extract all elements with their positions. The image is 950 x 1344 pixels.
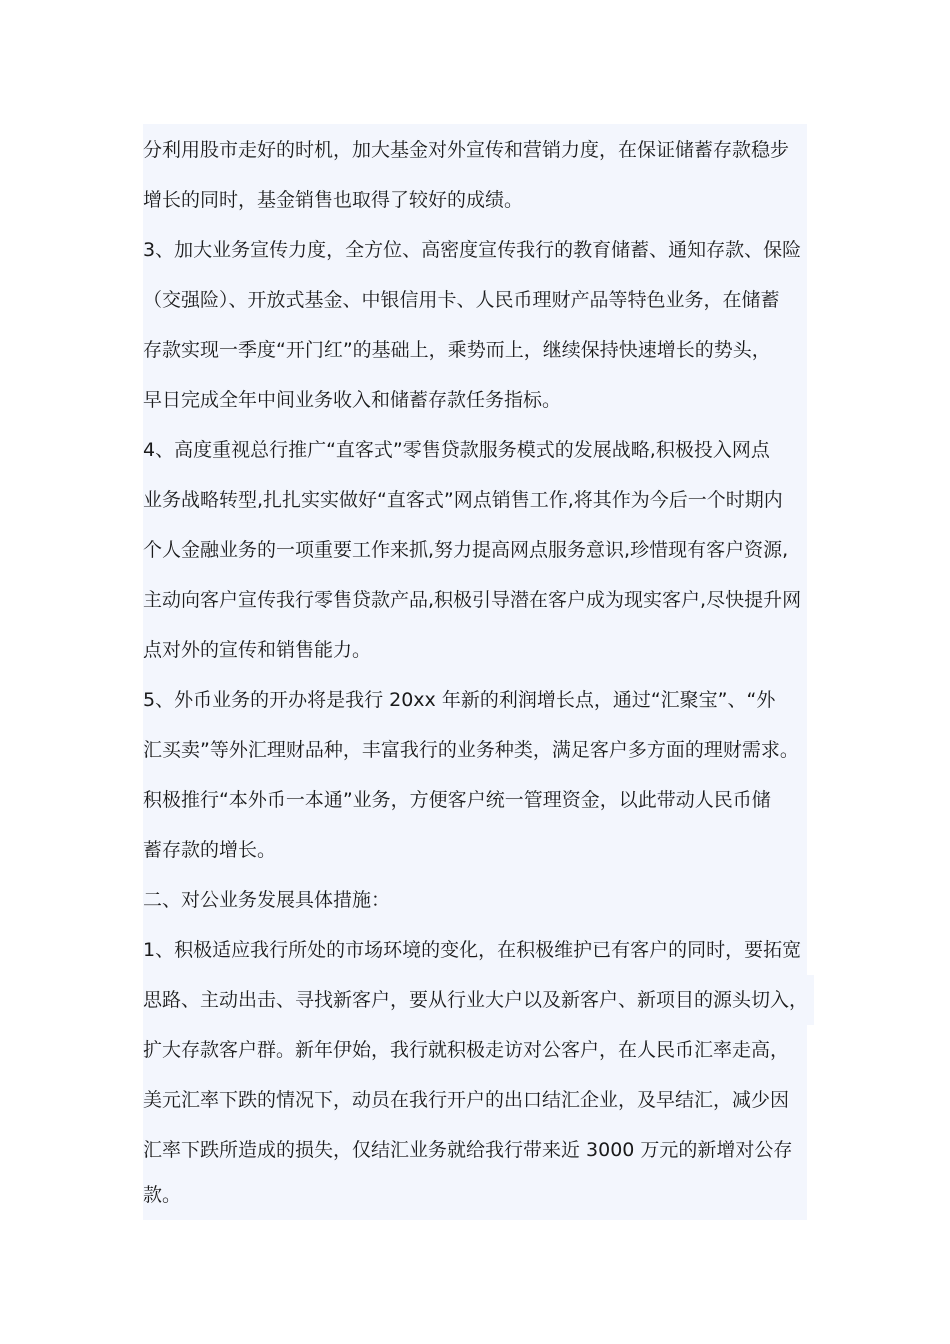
text-line: 3、加大业务宣传力度，全方位、高密度宣传我行的教育储蓄、通知存款、保险 — [143, 239, 802, 261]
text-line: 汇率下跌所造成的损失，仅结汇业务就给我行带来近 3000 万元的新增对公存 — [143, 1139, 793, 1161]
text-line: 分利用股市走好的时机，加大基金对外宣传和营销力度，在保证储蓄存款稳步 — [143, 139, 790, 161]
text-line: 存款实现一季度“开门红”的基础上，乘势而上，继续保持快速增长的势头， — [143, 339, 771, 361]
text-line: 二、对公业务发展具体措施： — [143, 889, 391, 911]
text-line: 4、高度重视总行推广“直客式”零售贷款服务模式的发展战略,积极投入网点 — [143, 439, 770, 461]
text-line: 思路、主动出击、寻找新客户，要从行业大户以及新客户、新项目的源头切入， — [143, 975, 814, 1025]
text-line: （交强险）、开放式基金、中银信用卡、人民币理财产品等特色业务，在储蓄 — [143, 289, 780, 311]
text-line: 5、外币业务的开办将是我行 20xx 年新的利润增长点，通过“汇聚宝”、“外 — [143, 689, 776, 711]
text-line: 增长的同时，基金销售也取得了较好的成绩。 — [143, 189, 524, 211]
text-line: 汇买卖”等外汇理财品种，丰富我行的业务种类，满足客户多方面的理财需求。 — [143, 725, 805, 775]
text-line: 积极推行“本外币一本通”业务，方便客户统一管理资金，以此带动人民币储 — [143, 789, 771, 811]
text-line: 个人金融业务的一项重要工作来抓,努力提高网点服务意识,珍惜现有客户资源, — [143, 539, 789, 561]
text-line: 早日完成全年中间业务收入和储蓄存款任务指标。 — [143, 389, 562, 411]
text-line: 款。 — [143, 1184, 182, 1206]
text-line: 主动向客户宣传我行零售贷款产品,积极引导潜在客户成为现实客户,尽快提升网 — [143, 589, 802, 611]
text-line: 扩大存款客户群。新年伊始，我行就积极走访对公客户，在人民币汇率走高， — [143, 1039, 790, 1061]
text-line: 美元汇率下跌的情况下，动员在我行开户的出口结汇企业，及早结汇，减少因 — [143, 1089, 790, 1111]
text-line: 蓄存款的增长。 — [143, 839, 277, 861]
text-line: 点对外的宣传和销售能力。 — [143, 639, 372, 661]
text-line: 1、积极适应我行所处的市场环境的变化，在积极维护已有客户的同时，要拓宽 — [143, 939, 802, 961]
text-line: 业务战略转型,扎扎实实做好“直客式”网点销售工作,将其作为今后一个时期内 — [143, 489, 783, 511]
